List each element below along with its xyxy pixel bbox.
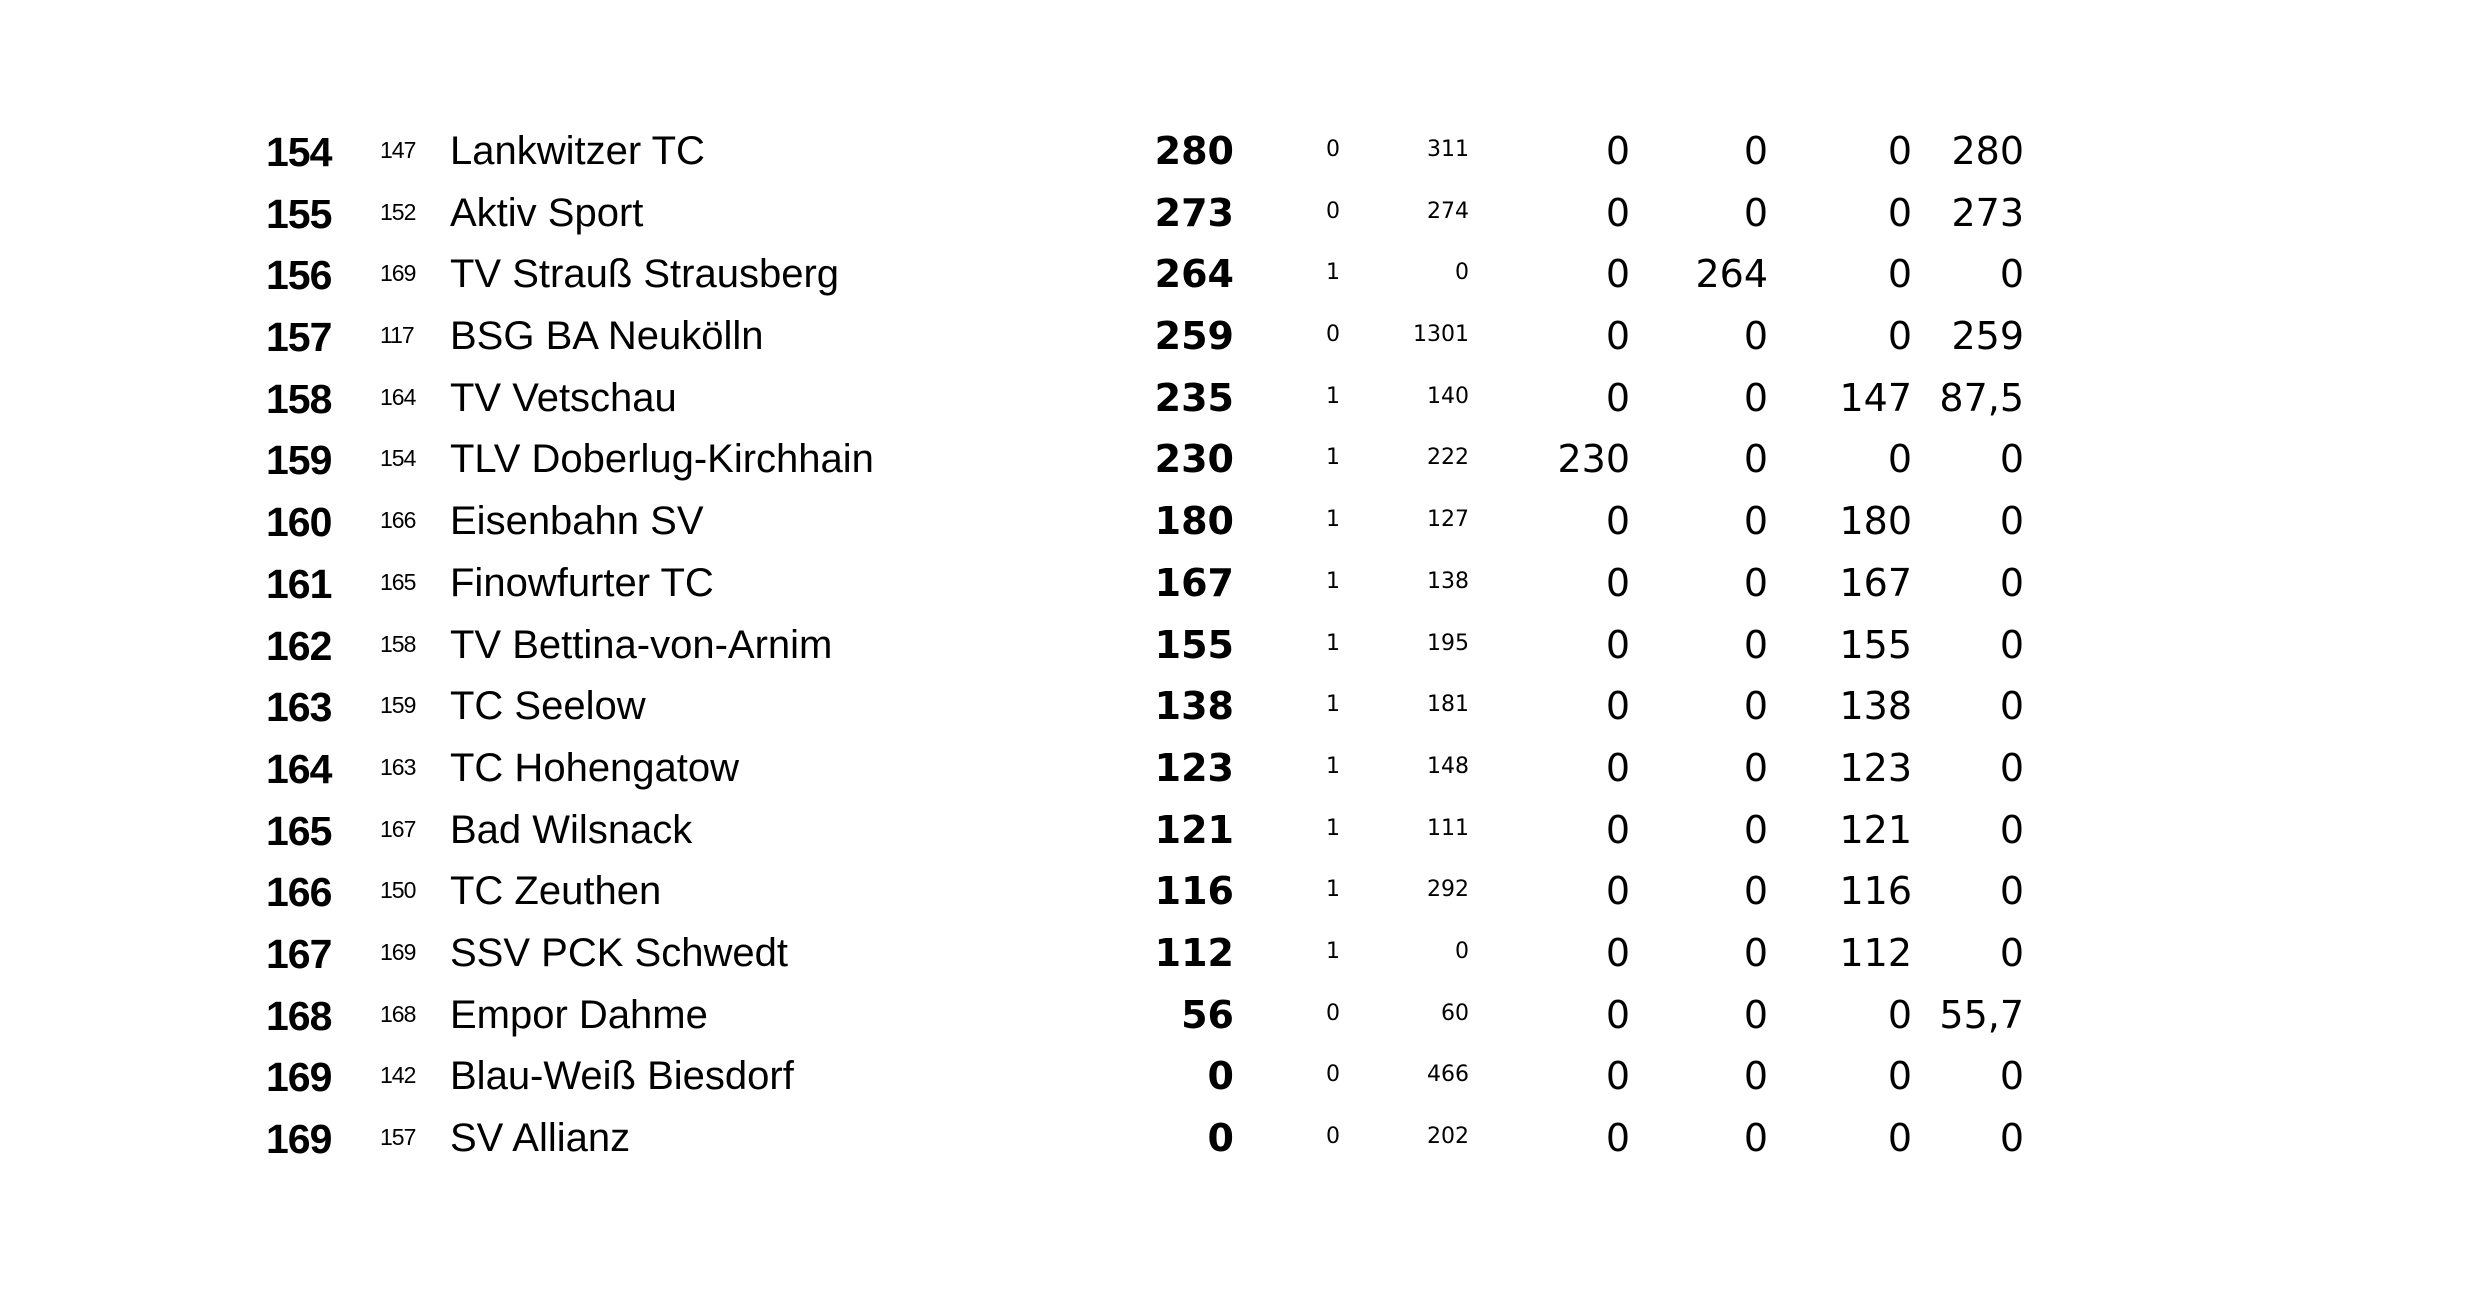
previous-rank-cell: 150 bbox=[380, 877, 416, 904]
points-cell: 280 bbox=[1154, 129, 1234, 173]
score-a-cell: 0 bbox=[1605, 684, 1630, 729]
rank-cell: 155 bbox=[266, 190, 332, 237]
score-c-cell: 123 bbox=[1839, 745, 1912, 790]
rank-cell: 163 bbox=[266, 684, 332, 731]
score-a-cell: 0 bbox=[1605, 499, 1630, 544]
club-name-cell: Eisenbahn SV bbox=[450, 499, 704, 544]
club-name-cell: SSV PCK Schwedt bbox=[450, 930, 788, 975]
value-cell: 138 bbox=[1427, 568, 1469, 594]
previous-rank-cell: 159 bbox=[380, 692, 416, 719]
previous-rank-cell: 142 bbox=[380, 1062, 416, 1089]
table-row bbox=[0, 684, 2480, 746]
value-cell: 0 bbox=[1455, 938, 1469, 964]
table-row bbox=[0, 1054, 2480, 1116]
flag-cell: 1 bbox=[1326, 568, 1340, 594]
club-name-cell: Aktiv Sport bbox=[450, 190, 644, 235]
rank-cell: 162 bbox=[266, 622, 332, 669]
club-name-cell: Finowfurter TC bbox=[450, 560, 714, 605]
score-c-cell: 0 bbox=[1887, 190, 1912, 235]
flag-cell: 0 bbox=[1326, 1124, 1340, 1149]
score-a-cell: 0 bbox=[1605, 190, 1630, 235]
table-row bbox=[0, 314, 2480, 376]
score-c-cell: 0 bbox=[1887, 129, 1912, 173]
score-c-cell: 0 bbox=[1887, 314, 1912, 359]
club-name-cell: TV Bettina-von-Arnim bbox=[450, 622, 833, 667]
rank-cell: 161 bbox=[266, 560, 332, 607]
score-c-cell: 167 bbox=[1839, 560, 1912, 605]
flag-cell: 1 bbox=[1326, 445, 1340, 471]
score-d-cell: 0 bbox=[1999, 1054, 2024, 1099]
score-c-cell: 0 bbox=[1887, 437, 1912, 482]
score-b-cell: 264 bbox=[1695, 252, 1768, 297]
score-a-cell: 230 bbox=[1557, 437, 1630, 482]
value-cell: 148 bbox=[1427, 753, 1469, 779]
previous-rank-cell: 147 bbox=[380, 137, 416, 163]
flag-cell: 0 bbox=[1326, 1062, 1340, 1088]
flag-cell: 1 bbox=[1326, 383, 1340, 409]
score-b-cell: 0 bbox=[1743, 375, 1768, 420]
rank-cell: 164 bbox=[266, 745, 332, 792]
table-row bbox=[0, 499, 2480, 561]
score-a-cell: 0 bbox=[1605, 129, 1630, 173]
score-d-cell: 280 bbox=[1951, 129, 2024, 173]
flag-cell: 1 bbox=[1326, 815, 1340, 841]
score-d-cell: 259 bbox=[1951, 314, 2024, 359]
previous-rank-cell: 167 bbox=[380, 815, 416, 842]
points-cell: 138 bbox=[1154, 684, 1234, 729]
club-name-cell: TC Seelow bbox=[450, 684, 646, 729]
previous-rank-cell: 157 bbox=[380, 1124, 416, 1150]
points-cell: 259 bbox=[1154, 314, 1234, 359]
score-b-cell: 0 bbox=[1743, 622, 1768, 667]
score-b-cell: 0 bbox=[1743, 314, 1768, 359]
table-row bbox=[0, 376, 2480, 438]
score-a-cell: 0 bbox=[1605, 252, 1630, 297]
points-cell: 273 bbox=[1154, 190, 1234, 235]
score-d-cell: 0 bbox=[1999, 1116, 2024, 1160]
rank-cell: 167 bbox=[266, 930, 332, 977]
score-d-cell: 0 bbox=[1999, 499, 2024, 544]
flag-cell: 1 bbox=[1326, 938, 1340, 964]
table-row bbox=[0, 869, 2480, 931]
score-b-cell: 0 bbox=[1743, 499, 1768, 544]
flag-cell: 0 bbox=[1326, 137, 1340, 162]
rank-cell: 159 bbox=[266, 437, 332, 484]
table-row bbox=[0, 1116, 2480, 1178]
score-b-cell: 0 bbox=[1743, 807, 1768, 852]
flag-cell: 0 bbox=[1326, 1000, 1340, 1026]
score-d-cell: 0 bbox=[1999, 807, 2024, 852]
score-a-cell: 0 bbox=[1605, 314, 1630, 359]
club-name-cell: TV Vetschau bbox=[450, 375, 677, 420]
previous-rank-cell: 165 bbox=[380, 568, 416, 595]
score-d-cell: 0 bbox=[1999, 560, 2024, 605]
value-cell: 466 bbox=[1427, 1062, 1469, 1088]
score-c-cell: 112 bbox=[1839, 930, 1912, 975]
value-cell: 140 bbox=[1427, 383, 1469, 409]
rank-cell: 165 bbox=[266, 807, 332, 854]
value-cell: 202 bbox=[1427, 1124, 1469, 1149]
score-a-cell: 0 bbox=[1605, 1116, 1630, 1160]
flag-cell: 1 bbox=[1326, 507, 1340, 533]
points-cell: 155 bbox=[1154, 622, 1234, 667]
club-name-cell: SV Allianz bbox=[450, 1116, 631, 1160]
table-row bbox=[0, 746, 2480, 808]
club-name-cell: Lankwitzer TC bbox=[450, 129, 705, 173]
club-name-cell: Empor Dahme bbox=[450, 992, 708, 1037]
score-b-cell: 0 bbox=[1743, 745, 1768, 790]
score-b-cell: 0 bbox=[1743, 437, 1768, 482]
score-a-cell: 0 bbox=[1605, 375, 1630, 420]
club-name-cell: Bad Wilsnack bbox=[450, 807, 693, 852]
table-row bbox=[0, 931, 2480, 993]
rank-cell: 168 bbox=[266, 992, 332, 1039]
score-a-cell: 0 bbox=[1605, 869, 1630, 914]
table-row bbox=[0, 808, 2480, 870]
club-name-cell: TC Hohengatow bbox=[450, 745, 740, 790]
table-row bbox=[0, 561, 2480, 623]
rank-cell: 169 bbox=[266, 1116, 332, 1162]
score-a-cell: 0 bbox=[1605, 930, 1630, 975]
score-b-cell: 0 bbox=[1743, 992, 1768, 1037]
points-cell: 121 bbox=[1154, 807, 1234, 852]
score-d-cell: 0 bbox=[1999, 745, 2024, 790]
points-cell: 56 bbox=[1181, 992, 1234, 1037]
score-a-cell: 0 bbox=[1605, 992, 1630, 1037]
score-d-cell: 0 bbox=[1999, 252, 2024, 297]
club-name-cell: TLV Doberlug-Kirchhain bbox=[450, 437, 874, 482]
flag-cell: 1 bbox=[1326, 753, 1340, 779]
ranking-table bbox=[0, 129, 2480, 1178]
previous-rank-cell: 163 bbox=[380, 753, 416, 780]
points-cell: 180 bbox=[1154, 499, 1234, 544]
previous-rank-cell: 164 bbox=[380, 383, 416, 410]
points-cell: 116 bbox=[1154, 869, 1234, 914]
points-cell: 112 bbox=[1154, 930, 1234, 975]
score-b-cell: 0 bbox=[1743, 129, 1768, 173]
score-a-cell: 0 bbox=[1605, 745, 1630, 790]
value-cell: 127 bbox=[1427, 507, 1469, 533]
score-d-cell: 0 bbox=[1999, 684, 2024, 729]
score-d-cell: 0 bbox=[1999, 869, 2024, 914]
rank-cell: 160 bbox=[266, 499, 332, 546]
value-cell: 195 bbox=[1427, 630, 1469, 656]
score-a-cell: 0 bbox=[1605, 560, 1630, 605]
table-row bbox=[0, 252, 2480, 314]
score-c-cell: 116 bbox=[1839, 869, 1912, 914]
rank-cell: 169 bbox=[266, 1054, 332, 1101]
score-c-cell: 180 bbox=[1839, 499, 1912, 544]
value-cell: 222 bbox=[1427, 445, 1469, 471]
score-d-cell: 87,5 bbox=[1939, 375, 2024, 420]
value-cell: 1301 bbox=[1413, 322, 1469, 348]
previous-rank-cell: 169 bbox=[380, 938, 416, 965]
flag-cell: 1 bbox=[1326, 692, 1340, 718]
rank-cell: 154 bbox=[266, 129, 332, 175]
value-cell: 111 bbox=[1427, 815, 1469, 841]
club-name-cell: BSG BA Neukölln bbox=[450, 314, 764, 359]
score-b-cell: 0 bbox=[1743, 869, 1768, 914]
table-row bbox=[0, 437, 2480, 499]
score-c-cell: 155 bbox=[1839, 622, 1912, 667]
flag-cell: 1 bbox=[1326, 877, 1340, 903]
score-b-cell: 0 bbox=[1743, 930, 1768, 975]
points-cell: 167 bbox=[1154, 560, 1234, 605]
points-cell: 230 bbox=[1154, 437, 1234, 482]
points-cell: 123 bbox=[1154, 745, 1234, 790]
rank-cell: 156 bbox=[266, 252, 332, 299]
club-name-cell: TV Strauß Strausberg bbox=[450, 252, 840, 297]
previous-rank-cell: 117 bbox=[380, 322, 414, 349]
score-a-cell: 0 bbox=[1605, 807, 1630, 852]
value-cell: 311 bbox=[1427, 137, 1469, 162]
flag-cell: 1 bbox=[1326, 630, 1340, 656]
points-cell: 0 bbox=[1207, 1116, 1234, 1160]
rank-cell: 166 bbox=[266, 869, 332, 916]
score-b-cell: 0 bbox=[1743, 560, 1768, 605]
score-c-cell: 121 bbox=[1839, 807, 1912, 852]
score-d-cell: 0 bbox=[1999, 622, 2024, 667]
score-d-cell: 55,7 bbox=[1939, 992, 2024, 1037]
score-d-cell: 0 bbox=[1999, 930, 2024, 975]
value-cell: 0 bbox=[1455, 260, 1469, 286]
rank-cell: 157 bbox=[266, 314, 332, 361]
score-b-cell: 0 bbox=[1743, 684, 1768, 729]
club-name-cell: Blau-Weiß Biesdorf bbox=[450, 1054, 794, 1099]
club-name-cell: TC Zeuthen bbox=[450, 869, 662, 914]
points-cell: 264 bbox=[1154, 252, 1234, 297]
previous-rank-cell: 152 bbox=[380, 198, 416, 225]
previous-rank-cell: 169 bbox=[380, 260, 416, 287]
score-d-cell: 273 bbox=[1951, 190, 2024, 235]
previous-rank-cell: 166 bbox=[380, 507, 416, 534]
score-a-cell: 0 bbox=[1605, 622, 1630, 667]
value-cell: 292 bbox=[1427, 877, 1469, 903]
points-cell: 235 bbox=[1154, 375, 1234, 420]
previous-rank-cell: 158 bbox=[380, 630, 416, 657]
table-row bbox=[0, 129, 2480, 191]
flag-cell: 0 bbox=[1326, 322, 1340, 348]
score-c-cell: 0 bbox=[1887, 252, 1912, 297]
score-a-cell: 0 bbox=[1605, 1054, 1630, 1099]
rank-cell: 158 bbox=[266, 375, 332, 422]
value-cell: 274 bbox=[1427, 198, 1469, 224]
table-row bbox=[0, 623, 2480, 685]
value-cell: 181 bbox=[1427, 692, 1469, 718]
score-c-cell: 0 bbox=[1887, 1116, 1912, 1160]
score-b-cell: 0 bbox=[1743, 1054, 1768, 1099]
previous-rank-cell: 168 bbox=[380, 1000, 416, 1027]
flag-cell: 1 bbox=[1326, 260, 1340, 286]
flag-cell: 0 bbox=[1326, 198, 1340, 224]
score-b-cell: 0 bbox=[1743, 190, 1768, 235]
score-b-cell: 0 bbox=[1743, 1116, 1768, 1160]
previous-rank-cell: 154 bbox=[380, 445, 416, 472]
score-d-cell: 0 bbox=[1999, 437, 2024, 482]
value-cell: 60 bbox=[1441, 1000, 1469, 1026]
score-c-cell: 0 bbox=[1887, 1054, 1912, 1099]
score-c-cell: 138 bbox=[1839, 684, 1912, 729]
points-cell: 0 bbox=[1207, 1054, 1234, 1099]
table-row bbox=[0, 191, 2480, 253]
score-c-cell: 147 bbox=[1839, 375, 1912, 420]
score-c-cell: 0 bbox=[1887, 992, 1912, 1037]
table-row bbox=[0, 993, 2480, 1055]
